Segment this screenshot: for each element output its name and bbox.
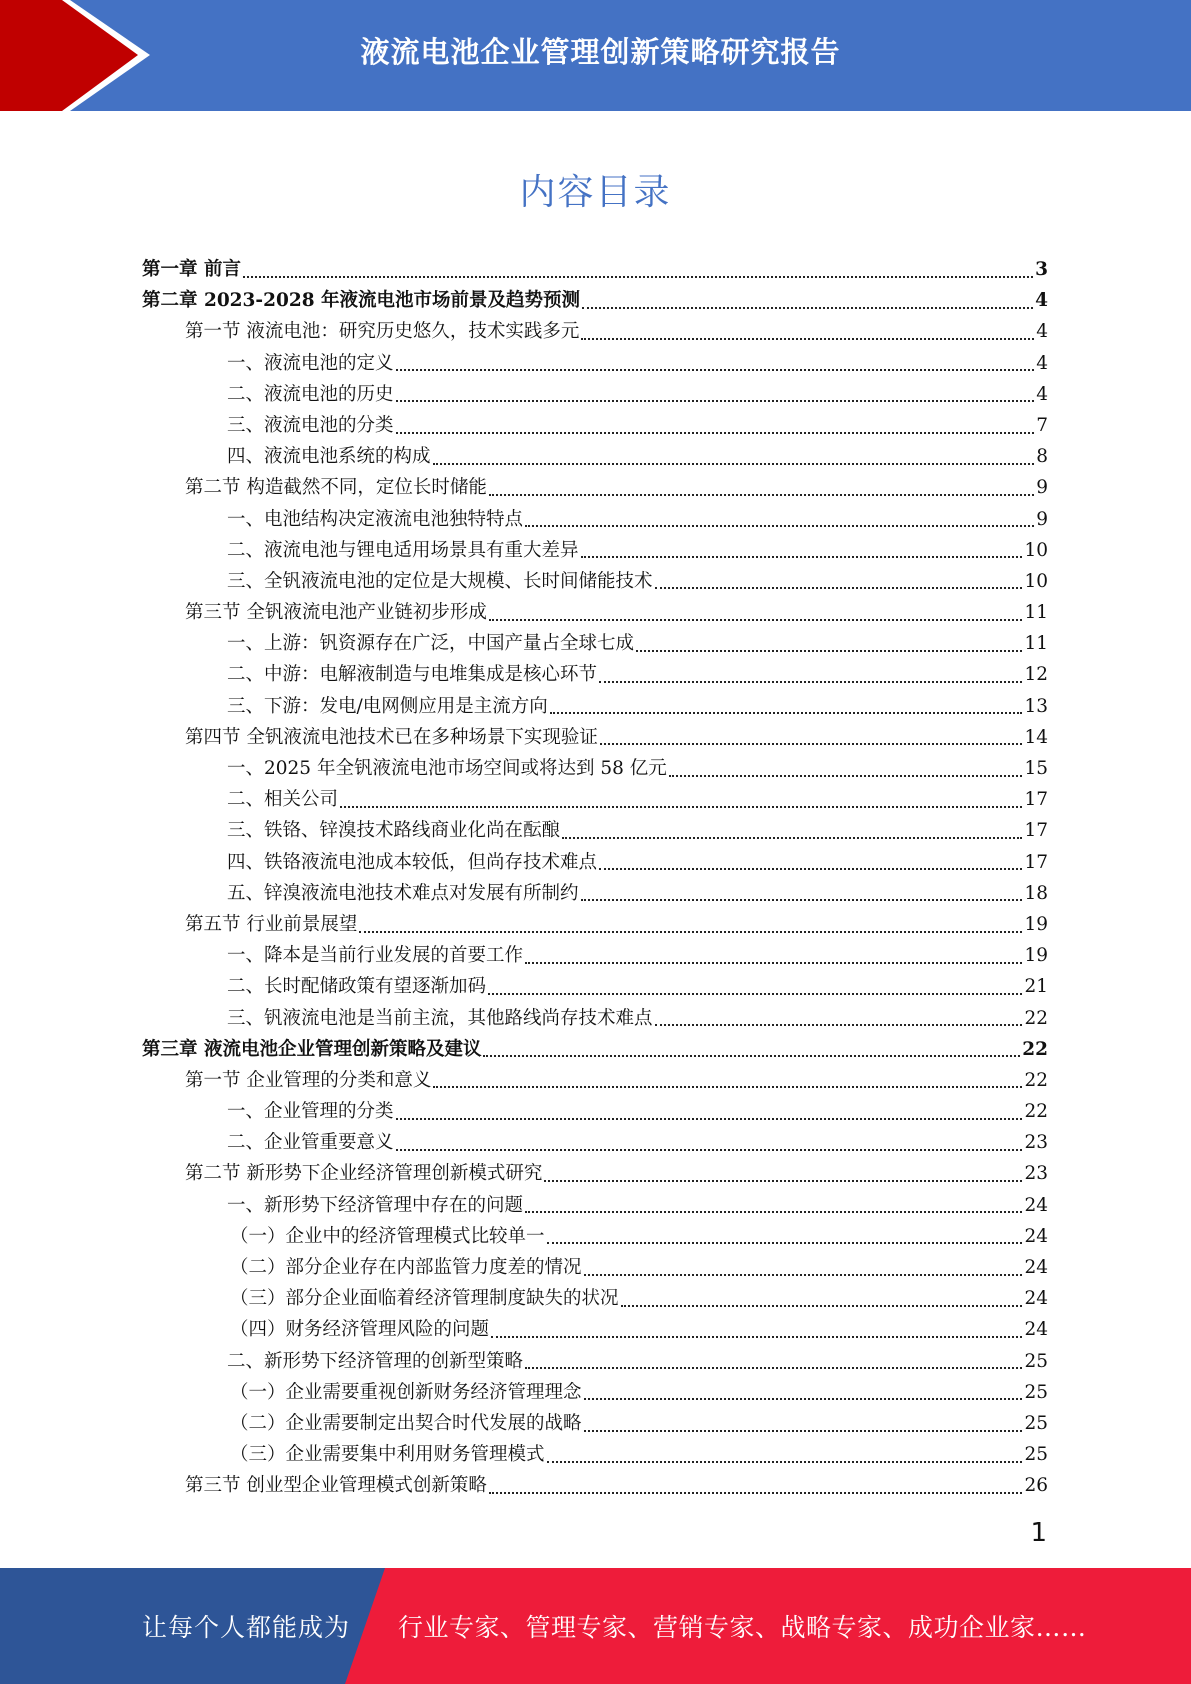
toc-entry-page: 25 bbox=[1024, 1412, 1048, 1434]
toc-entry-title: 第五节 行业前景展望 bbox=[185, 913, 358, 935]
page-header bbox=[0, 0, 1191, 111]
toc-entry[interactable] bbox=[142, 441, 1048, 472]
toc-entry[interactable] bbox=[142, 940, 1048, 971]
toc-entry[interactable] bbox=[142, 1003, 1048, 1034]
toc-entry-page: 25 bbox=[1024, 1381, 1048, 1403]
toc-entry-title: 一、液流电池的定义 bbox=[227, 352, 394, 374]
toc-entry[interactable] bbox=[142, 1065, 1048, 1096]
toc-entry[interactable] bbox=[142, 1346, 1048, 1377]
toc-entry[interactable] bbox=[142, 597, 1048, 628]
toc-entry-title: 五、锌溴液流电池技术难点对发展有所制约 bbox=[227, 882, 579, 904]
toc-entry-page: 21 bbox=[1024, 976, 1048, 998]
toc-entry-title: 三、铁铬、锌溴技术路线商业化尚在酝酿 bbox=[227, 820, 561, 842]
toc-entry[interactable] bbox=[142, 1439, 1048, 1470]
toc-entry-page: 24 bbox=[1024, 1319, 1048, 1341]
toc-dot-leader bbox=[489, 1492, 1023, 1494]
toc-dot-leader bbox=[489, 619, 1023, 621]
toc-dot-leader bbox=[581, 338, 1034, 340]
toc-dot-leader bbox=[525, 525, 1034, 527]
toc-entry[interactable] bbox=[142, 784, 1048, 815]
toc-dot-leader bbox=[525, 1367, 1022, 1369]
toc-dot-leader bbox=[396, 400, 1035, 402]
report-title: 液流电池企业管理创新策略研究报告 bbox=[360, 34, 841, 69]
toc-dot-leader bbox=[525, 1211, 1022, 1213]
toc-dot-leader bbox=[243, 276, 1033, 278]
toc-entry[interactable] bbox=[142, 1408, 1048, 1439]
toc-dot-leader bbox=[599, 868, 1022, 870]
toc-entry-title: （二）企业需要制定出契合时代发展的战略 bbox=[230, 1412, 582, 1434]
toc-entry-title: 四、铁铬液流电池成本较低，但尚存技术难点 bbox=[227, 851, 598, 873]
toc-entry-page: 12 bbox=[1024, 664, 1048, 686]
toc-entry-title: 第一章 前言 bbox=[142, 259, 241, 280]
toc-dot-leader bbox=[544, 1180, 1022, 1182]
toc-entry-title: 二、长时配储政策有望逐渐加码 bbox=[227, 976, 487, 998]
toc-entry-page: 25 bbox=[1024, 1350, 1048, 1372]
toc-dot-leader bbox=[483, 1055, 1020, 1057]
toc-entry-page: 8 bbox=[1036, 446, 1048, 468]
toc-dot-leader bbox=[581, 899, 1023, 901]
toc-entry[interactable] bbox=[142, 1283, 1048, 1314]
toc-entry-title: 第三节 全钒液流电池产业链初步形成 bbox=[185, 602, 487, 624]
toc-entry-title: 二、中游：电解液制造与电堆集成是核心环节 bbox=[227, 664, 598, 686]
toc-dot-leader bbox=[584, 1398, 1023, 1400]
toc-dot-leader bbox=[433, 463, 1035, 465]
toc-entry[interactable] bbox=[142, 1314, 1048, 1345]
toc-entry[interactable] bbox=[142, 878, 1048, 909]
toc-entry-title: 第四节 全钒液流电池技术已在多种场景下实现验证 bbox=[185, 726, 598, 748]
toc-entry-title: （一）企业中的经济管理模式比较单一 bbox=[230, 1225, 545, 1247]
toc-entry-page: 7 bbox=[1036, 414, 1048, 436]
toc-entry[interactable] bbox=[142, 1158, 1048, 1189]
toc-dot-leader bbox=[655, 1024, 1023, 1026]
toc-entry-title: 二、液流电池的历史 bbox=[227, 383, 394, 405]
toc-dot-leader bbox=[582, 307, 1033, 309]
toc-entry-title: 第一节 企业管理的分类和意义 bbox=[185, 1069, 432, 1091]
toc-entry-page: 22 bbox=[1024, 1007, 1048, 1029]
toc-entry[interactable] bbox=[142, 1377, 1048, 1408]
toc-entry-title: 三、钒液流电池是当前主流，其他路线尚存技术难点 bbox=[227, 1007, 653, 1029]
toc-entry[interactable] bbox=[142, 971, 1048, 1002]
toc-entry-page: 10 bbox=[1024, 539, 1048, 561]
toc-entry-page: 9 bbox=[1036, 508, 1048, 530]
toc-entry-title: 一、企业管理的分类 bbox=[227, 1101, 394, 1123]
toc-entry[interactable] bbox=[142, 379, 1048, 410]
toc-entry-page: 25 bbox=[1024, 1444, 1048, 1466]
toc-entry-title: 三、全钒液流电池的定位是大规模、长时间储能技术 bbox=[227, 570, 653, 592]
toc-dot-leader bbox=[581, 556, 1023, 558]
toc-dot-leader bbox=[562, 837, 1022, 839]
footer-slogan-left: 让每个人都能成为 bbox=[142, 1613, 351, 1642]
toc-entry-page: 4 bbox=[1036, 383, 1048, 405]
toc-dot-leader bbox=[359, 931, 1022, 933]
toc-entry[interactable] bbox=[142, 691, 1048, 722]
toc-dot-leader bbox=[584, 1430, 1023, 1432]
toc-entry-title: 第二节 构造截然不同，定位长时储能 bbox=[185, 477, 487, 499]
toc-entry[interactable] bbox=[142, 1096, 1048, 1127]
toc-entry-title: 二、相关公司 bbox=[227, 789, 339, 811]
toc-entry-title: 二、液流电池与锂电适用场景具有重大差异 bbox=[227, 539, 579, 561]
toc-dot-leader bbox=[655, 587, 1023, 589]
page-number: 1 bbox=[1030, 1518, 1047, 1548]
toc-entry-page: 22 bbox=[1024, 1101, 1048, 1123]
toc-entry[interactable] bbox=[142, 722, 1048, 753]
toc-dot-leader bbox=[621, 1305, 1023, 1307]
toc-dot-leader bbox=[488, 993, 1022, 995]
toc-entry[interactable] bbox=[142, 348, 1048, 379]
toc-entry-page: 26 bbox=[1024, 1475, 1048, 1497]
toc-entry-title: 四、液流电池系统的构成 bbox=[227, 446, 431, 468]
toc-dot-leader bbox=[489, 494, 1034, 496]
toc-entry-page: 11 bbox=[1024, 602, 1048, 624]
toc-entry-title: 三、液流电池的分类 bbox=[227, 414, 394, 436]
toc-entry-title: 第三章 液流电池企业管理创新策略及建议 bbox=[142, 1038, 482, 1060]
toc-entry-page: 18 bbox=[1024, 882, 1048, 904]
toc-entry-page: 9 bbox=[1036, 477, 1048, 499]
toc-entry-title: 二、企业管重要意义 bbox=[227, 1132, 394, 1154]
toc-dot-leader bbox=[584, 1274, 1023, 1276]
toc-entry[interactable] bbox=[142, 909, 1048, 940]
toc-entry-page: 17 bbox=[1024, 851, 1048, 873]
toc-entry-page: 17 bbox=[1024, 789, 1048, 811]
toc-entry-page: 24 bbox=[1024, 1257, 1048, 1278]
toc-entry-title: 三、下游：发电/电网侧应用是主流方向 bbox=[227, 695, 548, 717]
toc-entry[interactable] bbox=[142, 659, 1048, 690]
toc-entry-page: 14 bbox=[1024, 726, 1048, 748]
toc-entry-page: 13 bbox=[1024, 695, 1048, 717]
toc-dot-leader bbox=[547, 1461, 1023, 1463]
toc-dot-leader bbox=[600, 743, 1023, 745]
toc-dot-leader bbox=[340, 806, 1022, 808]
toc-heading: 内容目录 bbox=[519, 172, 672, 213]
toc-entry-title: （四）财务经济管理风险的问题 bbox=[230, 1319, 490, 1341]
toc-entry[interactable] bbox=[142, 410, 1048, 441]
toc-entry[interactable] bbox=[142, 847, 1048, 878]
toc-dot-leader bbox=[433, 1086, 1022, 1088]
toc-entry-page: 19 bbox=[1024, 945, 1048, 967]
toc-dot-leader bbox=[599, 681, 1022, 683]
toc-entry-title: 一、上游：钒资源存在广泛，中国产量占全球七成 bbox=[227, 633, 635, 655]
toc-entry-page: 15 bbox=[1024, 758, 1048, 779]
toc-entry-title: 第二节 新形势下企业经济管理创新模式研究 bbox=[185, 1163, 543, 1185]
toc-entry[interactable] bbox=[142, 504, 1048, 535]
toc-entry[interactable] bbox=[142, 285, 1048, 316]
toc-entry[interactable] bbox=[142, 566, 1048, 597]
toc-dot-leader bbox=[396, 1149, 1023, 1151]
toc-dot-leader bbox=[396, 1118, 1023, 1120]
toc-dot-leader bbox=[550, 712, 1023, 714]
toc-entry-page: 4 bbox=[1036, 321, 1048, 343]
toc-entry-title: 一、降本是当前行业发展的首要工作 bbox=[227, 945, 524, 967]
toc-dot-leader bbox=[669, 775, 1023, 777]
toc-entry-page: 24 bbox=[1024, 1194, 1048, 1216]
toc-entry[interactable] bbox=[142, 1470, 1048, 1501]
table-of-contents bbox=[142, 254, 1048, 1502]
toc-entry[interactable] bbox=[142, 535, 1048, 566]
toc-dot-leader bbox=[525, 962, 1022, 964]
toc-entry-title: 第二章 2023-2028 年液流电池市场前景及趋势预测 bbox=[142, 290, 581, 312]
toc-entry-page: 24 bbox=[1024, 1288, 1048, 1310]
toc-entry-title: （一）企业需要重视创新财务经济管理理念 bbox=[230, 1381, 582, 1403]
page-footer bbox=[0, 1568, 1191, 1684]
toc-entry[interactable] bbox=[142, 254, 1048, 285]
toc-entry[interactable] bbox=[142, 1034, 1048, 1065]
toc-dot-leader bbox=[396, 432, 1035, 434]
toc-entry-page: 24 bbox=[1024, 1225, 1048, 1247]
toc-dot-leader bbox=[396, 369, 1035, 371]
toc-entry-page: 11 bbox=[1024, 633, 1048, 655]
toc-entry-title: （三）部分企业面临着经济管理制度缺失的状况 bbox=[230, 1288, 619, 1310]
toc-entry-page: 22 bbox=[1022, 1038, 1048, 1060]
toc-entry-page: 4 bbox=[1035, 290, 1048, 312]
toc-entry[interactable] bbox=[142, 1221, 1048, 1252]
toc-entry-page: 3 bbox=[1035, 259, 1048, 280]
toc-entry-title: 二、新形势下经济管理的创新型策略 bbox=[227, 1350, 524, 1372]
toc-entry-page: 4 bbox=[1036, 352, 1048, 374]
toc-entry-page: 23 bbox=[1024, 1163, 1048, 1185]
toc-entry-title: 一、电池结构决定液流电池独特特点 bbox=[227, 508, 524, 530]
toc-entry-page: 22 bbox=[1024, 1069, 1048, 1091]
footer-slogan-right: 行业专家、管理专家、营销专家、战略专家、成功企业家…… bbox=[398, 1613, 1087, 1642]
toc-entry-title: 一、新形势下经济管理中存在的问题 bbox=[227, 1194, 524, 1216]
toc-dot-leader bbox=[636, 650, 1022, 652]
toc-entry[interactable] bbox=[142, 1127, 1048, 1158]
toc-entry[interactable] bbox=[142, 472, 1048, 503]
toc-dot-leader bbox=[491, 1336, 1022, 1338]
toc-entry-title: 一、2025 年全钒液流电池市场空间或将达到 58 亿元 bbox=[227, 758, 667, 779]
toc-entry-title: 第一节 液流电池：研究历史悠久，技术实践多元 bbox=[185, 321, 580, 343]
toc-entry-page: 10 bbox=[1024, 570, 1048, 592]
toc-entry-title: （二）部分企业存在内部监管力度差的情况 bbox=[230, 1257, 582, 1278]
toc-entry[interactable] bbox=[142, 1190, 1048, 1221]
toc-dot-leader bbox=[547, 1242, 1023, 1244]
toc-entry[interactable] bbox=[142, 1252, 1048, 1283]
toc-entry-page: 23 bbox=[1024, 1132, 1048, 1154]
toc-entry[interactable] bbox=[142, 815, 1048, 846]
toc-entry-page: 17 bbox=[1024, 820, 1048, 842]
toc-entry-title: 第三节 创业型企业管理模式创新策略 bbox=[185, 1475, 487, 1497]
toc-entry-title: （三）企业需要集中利用财务管理模式 bbox=[230, 1444, 545, 1466]
toc-entry-page: 19 bbox=[1024, 913, 1048, 935]
toc-entry[interactable] bbox=[142, 316, 1048, 347]
toc-entry[interactable] bbox=[142, 753, 1048, 784]
toc-entry[interactable] bbox=[142, 628, 1048, 659]
